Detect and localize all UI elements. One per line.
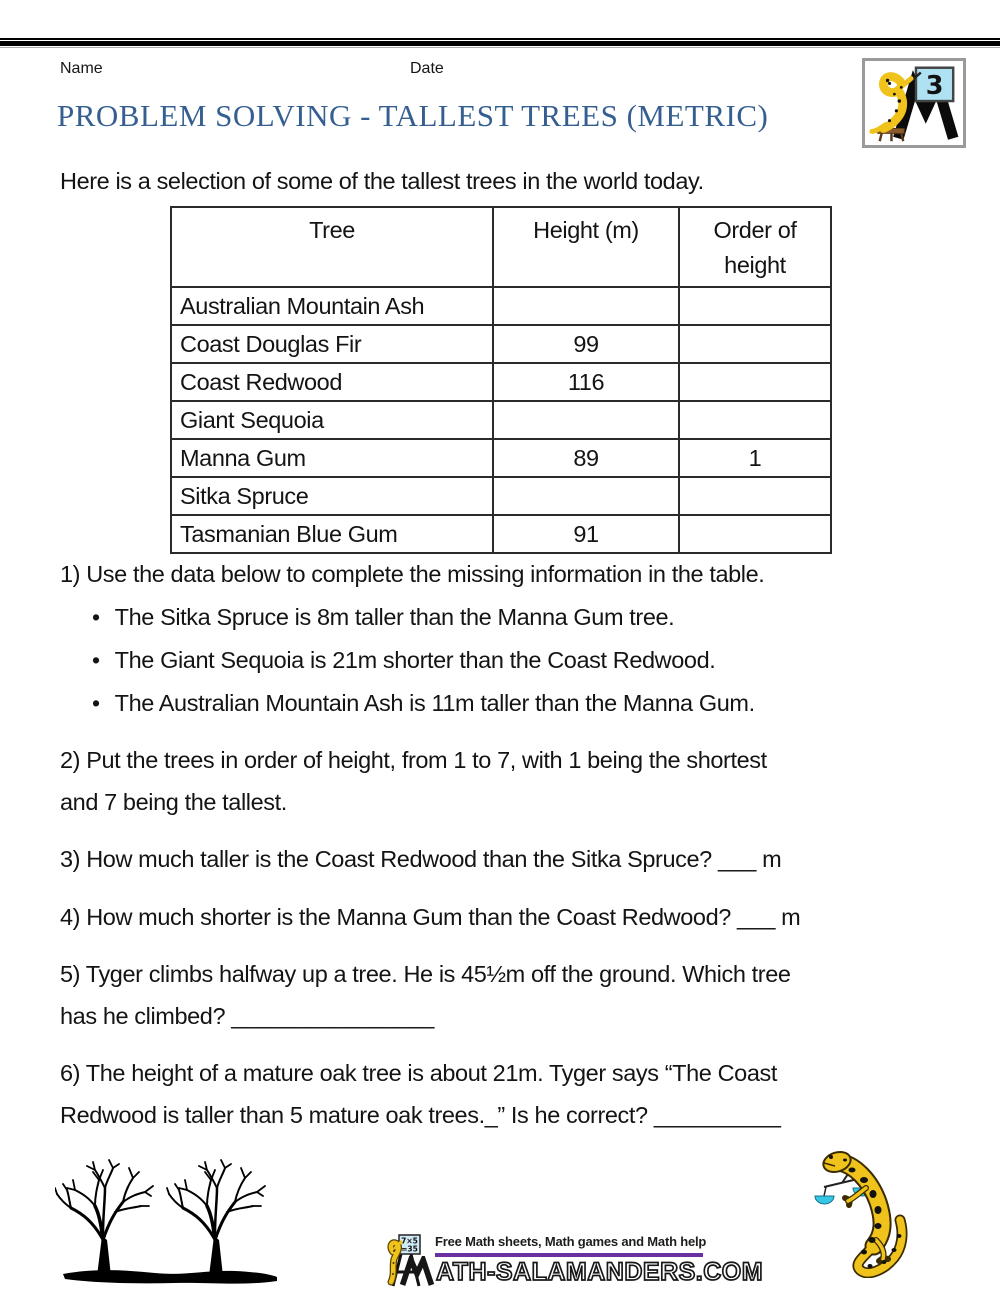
tree-height: 89 — [493, 439, 679, 477]
question-2-line2: and 7 being the tallest. — [60, 789, 287, 815]
tree-name: Tasmanian Blue Gum — [171, 515, 493, 553]
bullet-text: The Sitka Spruce is 8m taller than the Manna Gum tree. — [114, 604, 675, 630]
bullet-icon: • — [92, 647, 100, 673]
bullet-item — [92, 596, 674, 638]
m-logo-icon — [399, 1256, 435, 1287]
tree-name: Sitka Spruce — [171, 477, 493, 515]
bullet-item — [92, 682, 755, 724]
bullet-item — [92, 639, 715, 681]
tallest-trees-table — [170, 206, 832, 554]
table-row — [171, 401, 831, 439]
bullet-icon: • — [92, 690, 100, 716]
tree-height — [493, 287, 679, 325]
tree-order — [679, 287, 831, 325]
top-divider — [0, 38, 1000, 48]
table-row — [171, 363, 831, 401]
footer-tagline: Free Math sheets, Math games and Math help — [435, 1234, 707, 1249]
table-row — [171, 287, 831, 325]
col-header-order: Order of height — [679, 207, 831, 287]
intro-text: Here is a selection of some of the tallest trees in the world today. — [60, 168, 704, 194]
tree-name: Coast Douglas Fir — [171, 325, 493, 363]
tree-height — [493, 401, 679, 439]
question-4: 4) How much shorter is the Manna Gum than the Coast Redwood? ___ m — [60, 904, 801, 930]
date-label: Date — [410, 60, 444, 77]
bare-trees-icon — [55, 1150, 285, 1295]
footer-brand — [383, 1230, 764, 1294]
tree-order — [679, 363, 831, 401]
tree-order — [679, 477, 831, 515]
tree-name: Australian Mountain Ash — [171, 287, 493, 325]
table-row — [171, 515, 831, 553]
tree-height: 116 — [493, 363, 679, 401]
name-label: Name — [60, 60, 103, 77]
question-2-line1: 2) Put the trees in order of height, from 1 to 7, with 1 being the shortest — [60, 747, 767, 773]
bullet-text: The Giant Sequoia is 21m shorter than the Coast Redwood. — [114, 647, 716, 673]
salamander-scales-icon — [812, 1146, 954, 1283]
tree-name: Coast Redwood — [171, 363, 493, 401]
tree-height: 99 — [493, 325, 679, 363]
question-6 — [60, 1052, 781, 1136]
tree-order — [679, 515, 831, 553]
math-salamanders-grade-logo-icon — [865, 61, 963, 145]
question-5-line1: 5) Tyger climbs halfway up a tree. He is 45½m off the ground. Which tree — [60, 961, 791, 987]
col-header-tree: Tree — [171, 207, 493, 287]
card-line1: 7×5 — [401, 1236, 418, 1246]
footer-domain-text: ATH-SALAMANDERS.COM — [436, 1258, 764, 1286]
footer-domain — [399, 1256, 763, 1287]
col-header-height: Height (m) — [493, 207, 679, 287]
tree-order — [679, 325, 831, 363]
bullet-text: The Australian Mountain Ash is 11m taller than the Manna Gum. — [114, 690, 755, 716]
tree-order — [679, 401, 831, 439]
question-1: 1) Use the data below to complete the missing information in the table. — [60, 561, 765, 587]
table-row — [171, 325, 831, 363]
question-6-line1: 6) The height of a mature oak tree is about 21m. Tyger says “The Coast — [60, 1060, 777, 1086]
tree-name: Manna Gum — [171, 439, 493, 477]
grade-number: 3 — [925, 71, 944, 102]
tree-order: 1 — [679, 439, 831, 477]
grade-badge — [862, 58, 966, 148]
bullet-icon: • — [92, 604, 100, 630]
tree-height: 91 — [493, 515, 679, 553]
tree-name: Giant Sequoia — [171, 401, 493, 439]
question-2 — [60, 739, 767, 823]
tree-height — [493, 477, 679, 515]
page-title: PROBLEM SOLVING - TALLEST TREES (METRIC) — [57, 98, 769, 133]
eye-icon — [886, 79, 889, 82]
question-5 — [60, 953, 791, 1037]
question-6-line2: Redwood is taller than 5 mature oak trees._” Is he correct? __________ — [60, 1102, 781, 1128]
card-line2: =35 — [401, 1244, 418, 1254]
table-row — [171, 439, 831, 477]
table-row — [171, 477, 831, 515]
question-3: 3) How much taller is the Coast Redwood than the Sitka Spruce? ___ m — [60, 846, 782, 872]
table-header-row — [171, 207, 831, 287]
question-5-line2: has he climbed? ________________ — [60, 1003, 434, 1029]
